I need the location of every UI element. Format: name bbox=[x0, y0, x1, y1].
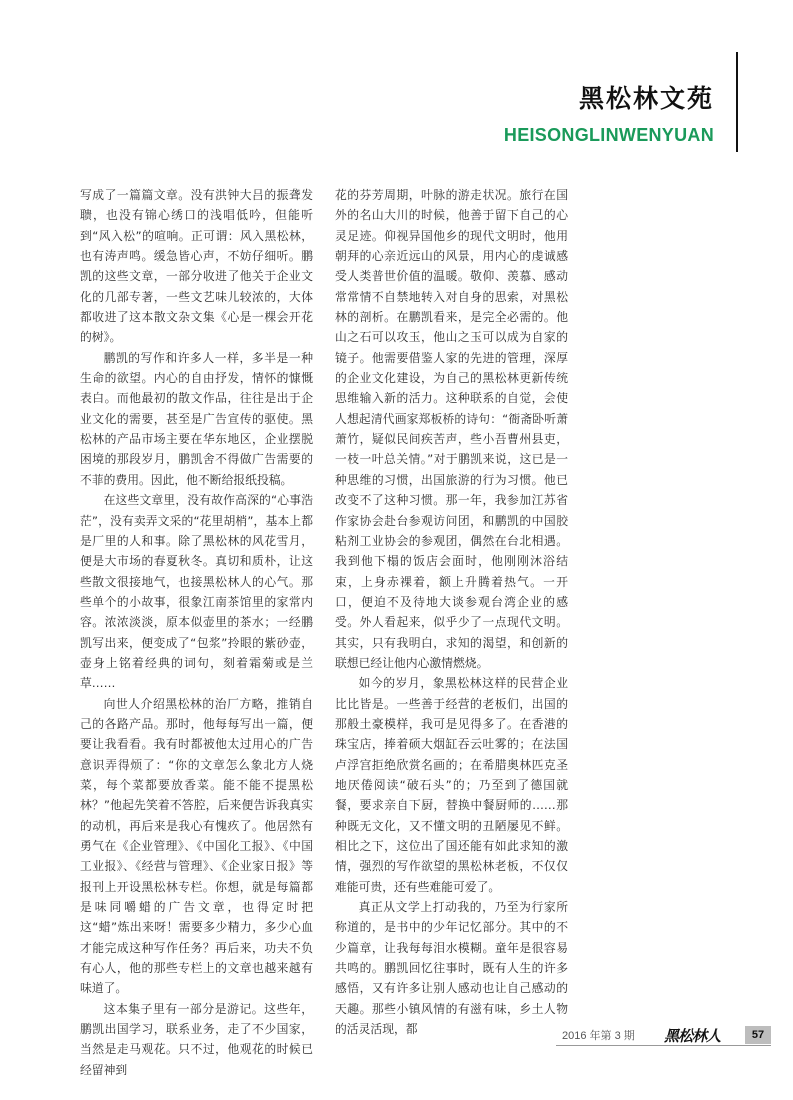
magazine-logo: 黑松林人 bbox=[664, 1027, 721, 1045]
page-number: 57 bbox=[745, 1026, 771, 1044]
section-title: 黑松林文苑 bbox=[578, 84, 714, 113]
paragraph: 真正从文学上打动我的，乃至为行家所称道的，是书中的少年记忆部分。其中的不少篇章，让我每每泪水模糊。童年是很容易共鸣的。鹏凯回忆往事时，既有人生的许多感悟，又有许多让别人感动也让自己感动的天趣。那些小镇风情的有滋有味，乡土人物的活灵活现，都 bbox=[335, 900, 568, 1037]
section-title-pinyin: HEISONGLINWENYUAN bbox=[503, 125, 714, 145]
left-column bbox=[80, 185, 313, 1080]
issue-label: 2016 年第 3 期 bbox=[562, 1030, 635, 1042]
page-footer bbox=[0, 1026, 793, 1046]
paragraph: 鹏凯的写作和许多人一样，多半是一种生命的欲望。内心的自由抒发，情怀的慷慨表白。而他最初的散文作品，往往是出于企业文化的需要，甚至是广告宣传的驱使。黑松林的产品市场主要在华东地区，企业摆脱困境的那段岁月，鹏凯舍不得做广告需要的不菲的费用。因此，他不断给报纸投稿。 bbox=[80, 350, 313, 487]
paragraph: 写成了一篇篇文章。没有洪钟大吕的振聋发聩，也没有锦心绣口的浅唱低吟，但能听到“风入松”的喧响。正可谓：风入黑松林，也有涛声鸣。缓急皆心声，不妨仔细听。鹏凯的这些文章，一部分收进了他关于企业文化的几部专著，一些文艺味儿较浓的，大体都收进了这本散文杂文集《心是一棵会开花的树》。 bbox=[80, 188, 313, 345]
footer-rule bbox=[556, 1045, 771, 1046]
header-vertical-rule bbox=[736, 52, 738, 152]
paragraph: 如今的岁月，象黑松林这样的民营企业比比皆是。一些善于经营的老板们，出国的那般土豪模样，我可是见得多了。在香港的珠宝店，捧着硕大烟缸吞云吐雾的；在法国卢浮宫拒绝欣赏名画的；在希腊奥林匹克圣地厌倦阅读“破石头”的；乃至到了德国就餐，要求亲自下厨，替换中餐厨师的……那种既无文化，又不懂文明的丑陋屡见不鲜。相比之下，这位出了国还能有如此求知的激情，强烈的写作欲望的黑松林老板，不仅仅难能可贵，还有些难能可爱了。 bbox=[335, 676, 568, 894]
paragraph: 花的芬芳周期，叶脉的游走状况。旅行在国外的名山大川的时候，他善于留下自己的心灵足迹。仰视异国他乡的现代文明时，他用朝拜的心亲近远山的风景，用内心的虔诚感受人类普世价值的温暖。敬仰、羡慕、感动常常情不自禁地转入对自身的思索，对黑松林的剖析。在鹏凯看来，是完全必需的。他山之石可以攻玉，他山之玉可以成为自家的镜子。他需要借鉴人家的先进的管理，深厚的企业文化建设，为自己的黑松林更新传统思维输入新的活力。这种联系的自觉，会使人想起清代画家郑板桥的诗句：“衙斋卧听萧萧竹，疑似民间疾苦声，些小吾曹州县吏，一枝一叶总关情。”对于鹏凯来说，这已是一种思维的习惯，出国旅游的行为习惯。他已改变不了这种习惯。那一年，我参加江苏省作家协会赴台参观访问团，和鹏凯的中国胶粘剂工业协会的参观团，偶然在台北相遇。我到他下榻的饭店会面时，他刚刚沐浴结束，上身赤裸着，额上升腾着热气。一开口，便迫不及待地大谈参观台湾企业的感受。外人看起来，似乎少了一点现代文明。其实，只有我明白，求知的渴望，和创新的联想已经让他内心激情燃烧。 bbox=[335, 188, 568, 670]
paragraph: 向世人介绍黑松林的治厂方略，推销自己的各路产品。那时，他每每写出一篇，便要让我看看。我有时都被他太过用心的广告意识弄得烦了：“你的文章怎么象北方人烧菜，每个菜都要放香菜。能不能不提黑松林？”他起先笑着不答腔，后来便告诉我真实的动机，再后来是我心有愧疚了。他居然有勇气在《企业管理》、《中国化工报》、《中国工业报》、《经营与管理》、《企业家日报》等报刊上开设黑松林专栏。你想，就是每篇都是味同嚼蜡的广告文章，也得定时把这“蜡”炼出来呀！需要多少精力，多少心血才能完成这种写作任务？再后来，功夫不负有心人，他的那些专栏上的文章也越来越有味道了。 bbox=[80, 696, 313, 996]
paragraph: 这本集子里有一部分是游记。这些年，鹏凯出国学习，联系业务，走了不少国家，当然是走马观花。只不过，他观花的时候已经留神到 bbox=[80, 1001, 313, 1077]
paragraph: 在这些文章里，没有故作高深的“心事浩茫”，没有卖弄文采的“花里胡梢”，基本上都是厂里的人和事。除了黑松林的风花雪月，便是大市场的春夏秋冬。真切和质朴，让这些散文很接地气，也接黑松林人的心气。那些单个的小故事，很象江南茶馆里的家常内容。浓浓淡淡，原本似壶里的茶水；一经鹏凯写出来，便变成了“包浆”拎眼的紫砂壶，壶身上铭着经典的词句，刻着霜菊或是兰草…… bbox=[80, 493, 313, 691]
right-column bbox=[335, 185, 568, 1039]
section-header bbox=[504, 84, 714, 145]
